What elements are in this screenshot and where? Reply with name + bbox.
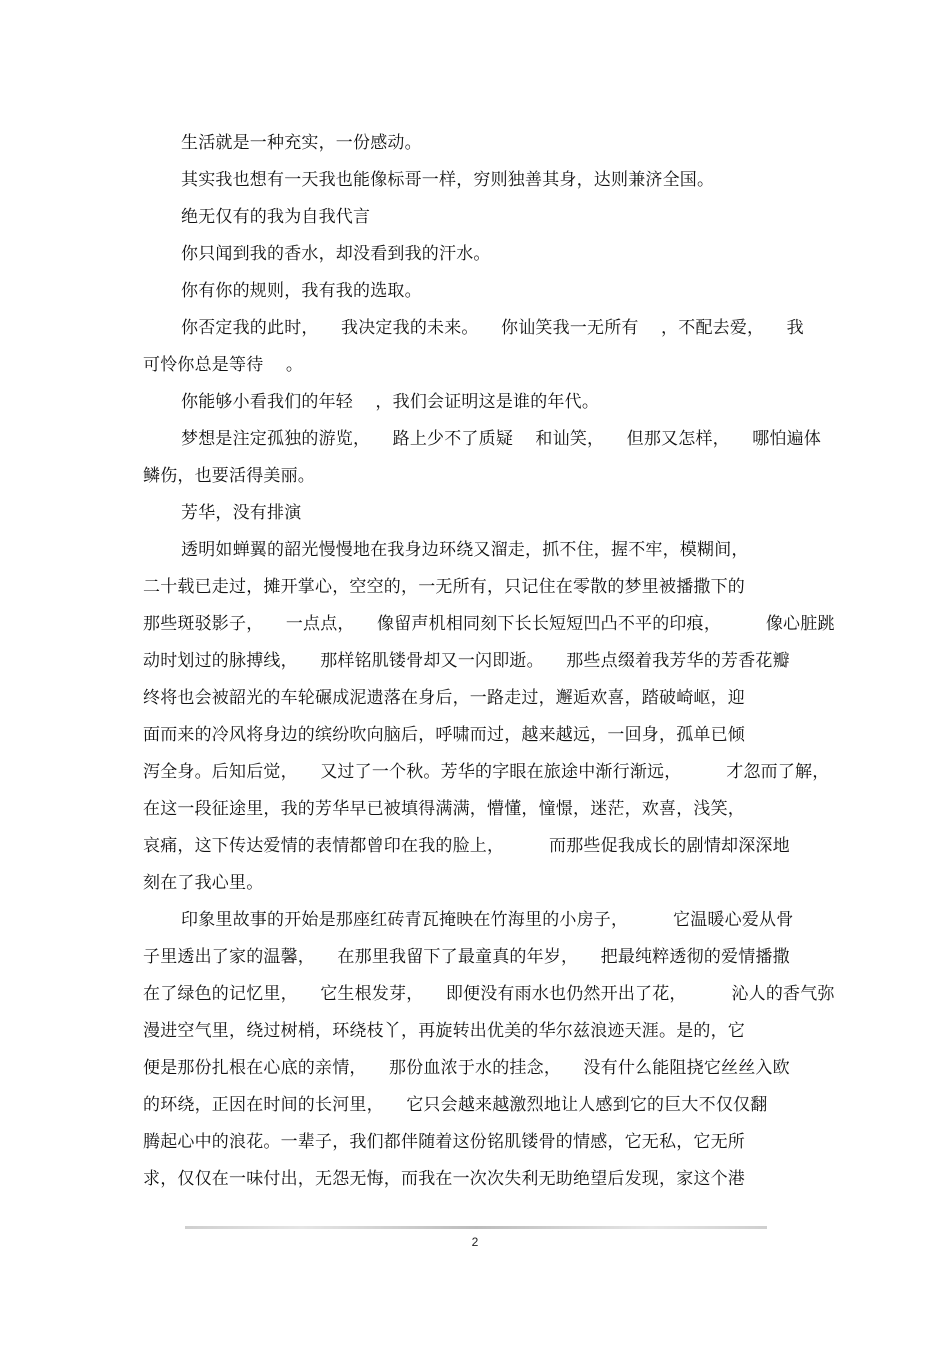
text-line: 子里透出了家的温馨， 在那里我留下了最童真的年岁， 把最纯粹透彻的爱情播撒 <box>143 947 790 967</box>
text-line: 腾起心中的浪花。一辈子，我们都伴随着这份铭肌镂骨的情感，它无私，它无所 <box>143 1132 745 1152</box>
text-line: 那些斑驳影子， 一点点， 像留声机相同刻下长长短短凹凸不平的印痕， 像心脏跳 <box>143 614 835 634</box>
text-line: 求，仅仅在一味付出，无怨无悔，而我在一次次失利无助绝望后发现，家这个港 <box>143 1169 745 1189</box>
text-line: 便是那份扎根在心底的亲情， 那份血浓于水的挂念， 没有什么能阻挠它丝丝入欧 <box>143 1058 790 1078</box>
text-line: 可怜你总是等待 。 <box>143 355 304 375</box>
text-line: 二十载已走过，摊开掌心，空空的，一无所有，只记住在零散的梦里被播撒下的 <box>143 577 745 597</box>
section-heading: 芳华，没有排演 <box>181 503 302 523</box>
footer-divider <box>185 1226 767 1229</box>
text-line: 鳞伤，也要活得美丽。 <box>143 466 315 486</box>
text-line: 在了绿色的记忆里， 它生根发芽， 即便没有雨水也仍然开出了花， 沁人的香气弥 <box>143 984 835 1004</box>
text-line: 你否定我的此时， 我决定我的未来。 你讪笑我一无所有 ，不配去爱， 我 <box>181 318 804 338</box>
text-line: 哀痛，这下传达爱情的表情都曾印在我的脸上， 而那些促我成长的剧情却深深地 <box>143 836 790 856</box>
text-line: 泻全身。后知后觉， 又过了一个秋。芳华的字眼在旅途中渐行渐远， 才忽而了解， <box>143 762 830 782</box>
text-line: 其实我也想有一天我也能像标哥一样，穷则独善其身，达则兼济全国。 <box>181 170 715 190</box>
page-number: 2 <box>471 1235 479 1249</box>
text-line: 梦想是注定孤独的游览， 路上少不了质疑 和讪笑， 但那又怎样， 哪怕遍体 <box>181 429 822 449</box>
text-line: 你只闻到我的香水，却没看到我的汗水。 <box>181 244 491 264</box>
text-line: 面而来的冷风将身边的缤纷吹向脑后，呼啸而过，越来越远，一回身，孤单已倾 <box>143 725 745 745</box>
text-line: 透明如蝉翼的韶光慢慢地在我身边环绕又溜走，抓不住，握不牢，模糊间， <box>181 540 749 560</box>
text-line: 生活就是一种充实，一份感动。 <box>181 133 422 153</box>
text-line: 终将也会被韶光的车轮碾成泥遗落在身后，一路走过，邂逅欢喜，踏破崎岖，迎 <box>143 688 745 708</box>
text-line: 刻在了我心里。 <box>143 873 264 893</box>
text-line: 印象里故事的开始是那座红砖青瓦掩映在竹海里的小房子， 它温暖心爱从骨 <box>181 910 794 930</box>
section-heading: 绝无仅有的我为自我代言 <box>181 207 371 227</box>
text-line: 动时划过的脉搏线， 那样铭肌镂骨却又一闪即逝。 那些点缀着我芳华的芳香花瓣 <box>143 651 790 671</box>
text-line: 你能够小看我们的年轻 ，我们会证明这是谁的年代。 <box>181 392 600 412</box>
text-line: 在这一段征途里，我的芳华早已被填得满满，懵懂，憧憬，迷茫，欢喜，浅笑， <box>143 799 745 819</box>
body-text <box>143 125 835 1198</box>
text-line: 漫进空气里，绕过树梢，环绕枝丫，再旋转出优美的华尔兹浪迹天涯。是的，它 <box>143 1021 745 1041</box>
text-line: 的环绕，正因在时间的长河里， 它只会越来越激烈地让人感到它的巨大不仅仅翻 <box>143 1095 768 1115</box>
text-line: 你有你的规则，我有我的选取。 <box>181 281 422 301</box>
